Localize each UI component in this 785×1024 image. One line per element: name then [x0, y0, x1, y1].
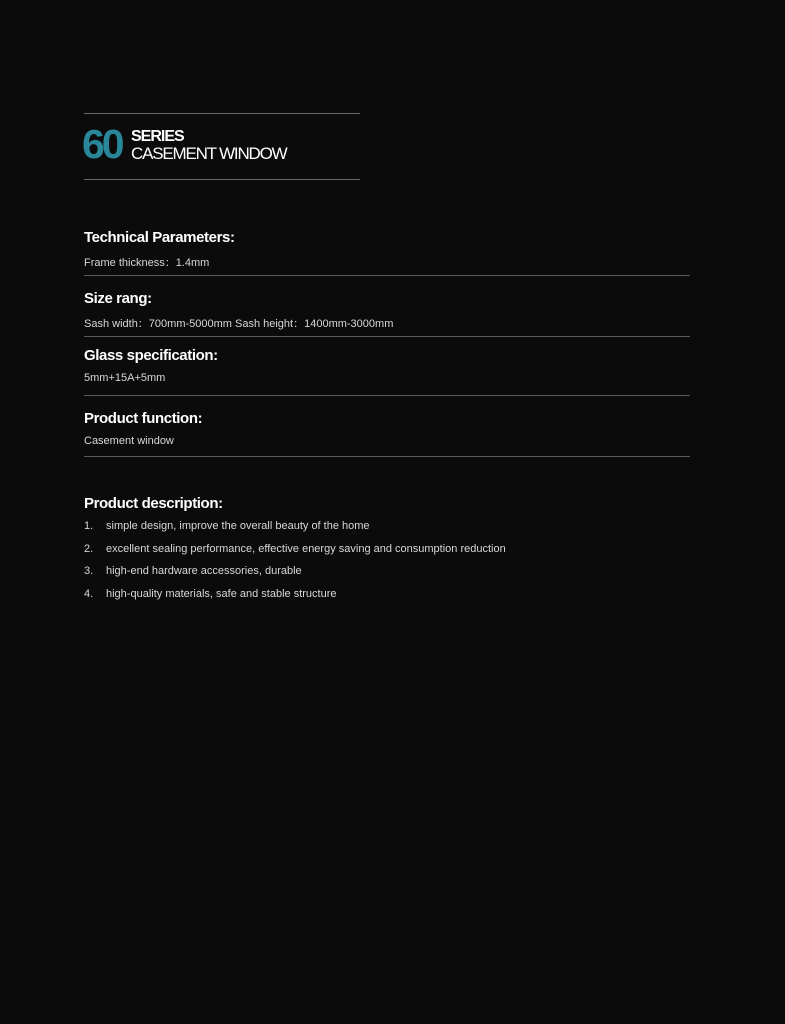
list-item-number: 4.	[84, 588, 94, 601]
frame-thickness-value: Frame thickness：1.4mm	[84, 257, 210, 269]
list-item-text: high-end hardware accessories, durable	[106, 565, 302, 578]
list-item-text: high-quality materials, safe and stable structure	[106, 588, 337, 601]
list-item-number: 1.	[84, 520, 94, 532]
product-name: CASEMENT WINDOW	[131, 144, 287, 163]
list-item-number: 2.	[84, 542, 94, 555]
technical-parameters-section	[84, 224, 690, 276]
glass-specification-heading: Glass specification:	[84, 347, 218, 364]
series-label: SERIES	[131, 128, 184, 145]
series-title-block	[84, 113, 360, 180]
product-function-heading: Product function:	[84, 410, 203, 427]
size-range-heading: Size rang:	[84, 290, 152, 307]
size-range-value: Sash width：700mm-5000mm Sash height：1400mm-3000mm	[84, 318, 394, 330]
technical-parameters-heading: Technical Parameters:	[84, 229, 235, 246]
list-item-number: 3.	[84, 565, 94, 578]
series-number: 60	[82, 121, 122, 167]
list-item-text: simple design, improve the overall beauty of the home	[106, 520, 370, 532]
product-function-section	[84, 405, 690, 457]
product-function-value: Casement window	[84, 435, 174, 447]
size-range-section	[84, 285, 690, 337]
glass-specification-value: 5mm+15A+5mm	[84, 372, 166, 384]
list-item-text: excellent sealing performance, effective energy saving and consumption reduction	[106, 542, 506, 555]
product-description-heading: Product description:	[84, 495, 223, 512]
glass-specification-section	[84, 342, 690, 396]
